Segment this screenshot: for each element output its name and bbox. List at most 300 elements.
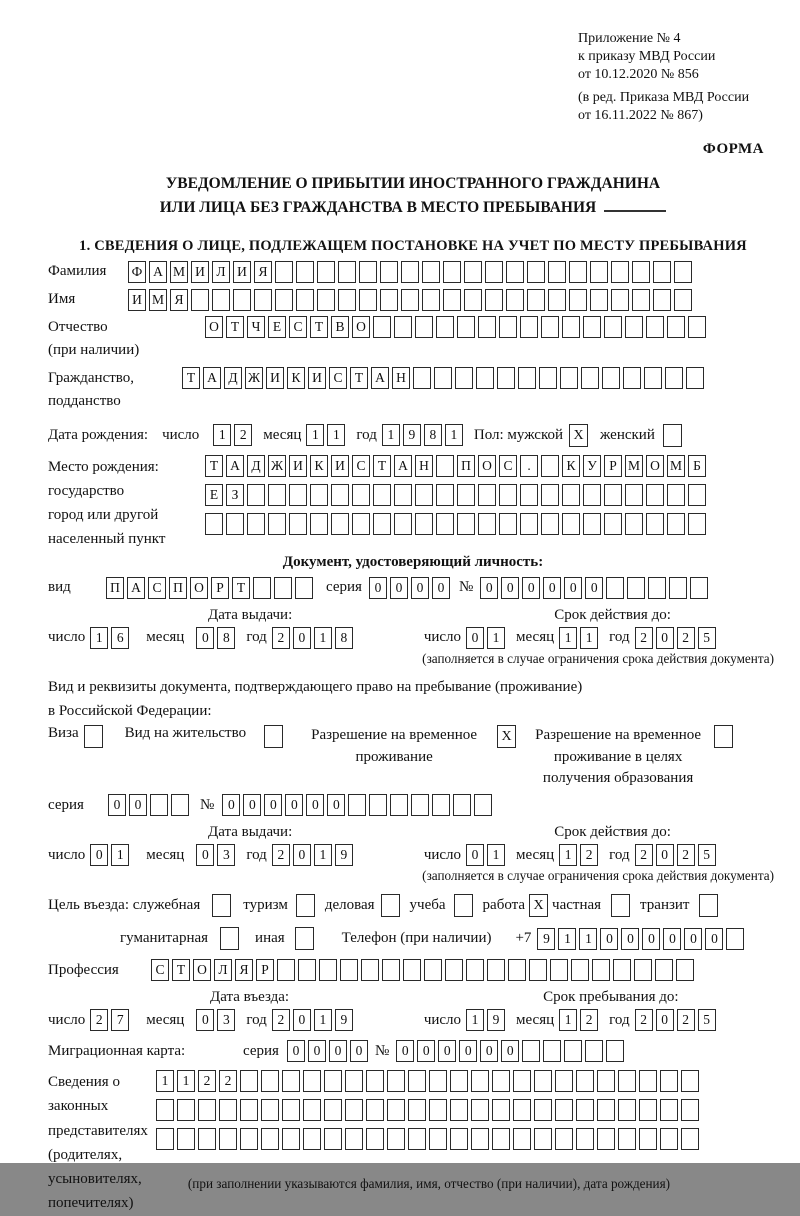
char-box[interactable] [450,1099,468,1121]
char-box[interactable]: 5 [698,627,716,649]
char-box[interactable]: Л [212,261,230,283]
char-box[interactable] [373,316,391,338]
char-box[interactable] [282,1070,300,1092]
char-box[interactable]: 0 [656,627,674,649]
char-box[interactable] [590,261,608,283]
char-box[interactable]: 1 [111,844,129,866]
char-box[interactable] [464,289,482,311]
char-box[interactable] [602,367,620,389]
char-box[interactable] [592,959,610,981]
char-box[interactable] [387,1128,405,1150]
profession-input[interactable] [151,959,697,981]
char-box[interactable]: 0 [656,1009,674,1031]
char-box[interactable] [156,1099,174,1121]
char-box[interactable] [478,513,496,535]
char-box[interactable]: О [193,959,211,981]
char-box[interactable] [289,484,307,506]
doc-number-input[interactable] [480,577,711,599]
char-box[interactable] [387,1070,405,1092]
char-box[interactable]: 0 [417,1040,435,1062]
char-box[interactable]: Т [182,367,200,389]
char-box[interactable] [534,1128,552,1150]
char-box[interactable]: 1 [213,424,231,446]
char-box[interactable] [324,1099,342,1121]
char-box[interactable]: 2 [198,1070,216,1092]
permit-series-input[interactable] [108,794,192,816]
char-box[interactable] [639,1070,657,1092]
char-box[interactable]: 0 [480,577,498,599]
char-box[interactable]: 0 [396,1040,414,1062]
birth-day-input[interactable] [213,424,255,446]
char-box[interactable] [644,367,662,389]
char-box[interactable]: 0 [196,844,214,866]
char-box[interactable] [541,455,559,477]
char-box[interactable]: 0 [327,794,345,816]
representatives-row1-input[interactable] [156,1070,702,1092]
char-box[interactable]: 7 [111,1009,129,1031]
char-box[interactable] [550,959,568,981]
char-box[interactable] [660,1128,678,1150]
char-box[interactable] [625,484,643,506]
permit-number-input[interactable] [222,794,495,816]
id-issue-year-input[interactable] [272,627,356,649]
char-box[interactable]: 5 [698,1009,716,1031]
char-box[interactable] [485,261,503,283]
char-box[interactable] [688,316,706,338]
doc-series-input[interactable] [369,577,453,599]
char-box[interactable] [520,513,538,535]
char-box[interactable] [581,367,599,389]
permit-issue-day-input[interactable] [90,844,132,866]
char-box[interactable]: 9 [335,844,353,866]
char-box[interactable]: 3 [217,1009,235,1031]
char-box[interactable] [688,513,706,535]
char-box[interactable] [618,1070,636,1092]
char-box[interactable]: И [289,455,307,477]
char-box[interactable] [618,1128,636,1150]
char-box[interactable] [674,289,692,311]
char-box[interactable] [506,261,524,283]
char-box[interactable] [411,794,429,816]
char-box[interactable] [240,1070,258,1092]
char-box[interactable] [674,261,692,283]
char-box[interactable] [348,794,366,816]
char-box[interactable] [450,1128,468,1150]
char-box[interactable] [429,1099,447,1121]
char-box[interactable] [380,289,398,311]
char-box[interactable]: 0 [600,928,618,950]
char-box[interactable] [394,316,412,338]
char-box[interactable]: 8 [424,424,442,446]
char-box[interactable] [653,261,671,283]
char-box[interactable]: 1 [558,928,576,950]
char-box[interactable]: Н [415,455,433,477]
phone-input[interactable] [537,928,747,950]
char-box[interactable]: Т [310,316,328,338]
char-box[interactable] [254,289,272,311]
char-box[interactable] [604,484,622,506]
char-box[interactable]: К [310,455,328,477]
char-box[interactable] [303,1128,321,1150]
char-box[interactable] [527,289,545,311]
char-box[interactable] [191,289,209,311]
char-box[interactable] [597,1128,615,1150]
char-box[interactable] [466,959,484,981]
char-box[interactable]: 1 [177,1070,195,1092]
char-box[interactable]: 0 [459,1040,477,1062]
char-box[interactable] [282,1128,300,1150]
char-box[interactable]: 2 [272,1009,290,1031]
char-box[interactable]: 9 [537,928,555,950]
char-box[interactable]: Р [256,959,274,981]
char-box[interactable]: 1 [487,844,505,866]
purpose-study-checkbox[interactable] [454,894,473,917]
char-box[interactable] [676,959,694,981]
char-box[interactable] [359,289,377,311]
char-box[interactable] [436,513,454,535]
char-box[interactable] [508,959,526,981]
char-box[interactable] [541,513,559,535]
char-box[interactable] [646,484,664,506]
char-box[interactable]: 1 [314,844,332,866]
char-box[interactable] [352,513,370,535]
char-box[interactable] [415,484,433,506]
permit-expiry-month-input[interactable] [559,844,601,866]
char-box[interactable]: 9 [403,424,421,446]
char-box[interactable] [436,484,454,506]
char-box[interactable] [492,1128,510,1150]
char-box[interactable] [233,289,251,311]
char-box[interactable] [583,513,601,535]
char-box[interactable] [380,261,398,283]
permit-expiry-day-input[interactable] [466,844,508,866]
purpose-official-checkbox[interactable] [212,894,231,917]
char-box[interactable] [212,289,230,311]
char-box[interactable] [569,261,587,283]
char-box[interactable]: О [190,577,208,599]
id-expiry-day-input[interactable] [466,627,508,649]
temp-residence-checkbox[interactable]: X [497,725,516,748]
char-box[interactable] [487,959,505,981]
char-box[interactable] [555,1070,573,1092]
id-issue-month-input[interactable] [196,627,238,649]
char-box[interactable] [522,1040,540,1062]
char-box[interactable] [424,959,442,981]
char-box[interactable] [478,484,496,506]
char-box[interactable] [359,261,377,283]
char-box[interactable] [583,316,601,338]
char-box[interactable] [432,794,450,816]
char-box[interactable] [331,484,349,506]
char-box[interactable]: 0 [350,1040,368,1062]
char-box[interactable]: 2 [580,1009,598,1031]
char-box[interactable] [171,794,189,816]
char-box[interactable]: 0 [564,577,582,599]
char-box[interactable] [310,484,328,506]
visa-checkbox[interactable] [84,725,103,748]
char-box[interactable]: 0 [466,844,484,866]
char-box[interactable]: 0 [642,928,660,950]
purpose-humanitarian-checkbox[interactable] [220,927,239,950]
char-box[interactable] [660,1070,678,1092]
char-box[interactable] [583,484,601,506]
char-box[interactable]: 0 [306,794,324,816]
char-box[interactable]: П [106,577,124,599]
char-box[interactable] [457,513,475,535]
char-box[interactable] [345,1099,363,1121]
char-box[interactable] [282,1099,300,1121]
char-box[interactable]: 1 [559,627,577,649]
char-box[interactable]: И [233,261,251,283]
char-box[interactable]: 0 [522,577,540,599]
char-box[interactable]: 0 [129,794,147,816]
char-box[interactable] [338,289,356,311]
char-box[interactable] [317,261,335,283]
char-box[interactable] [625,513,643,535]
char-box[interactable] [690,577,708,599]
char-box[interactable] [408,1070,426,1092]
char-box[interactable]: 0 [90,844,108,866]
char-box[interactable] [382,959,400,981]
migration-series-input[interactable] [287,1040,371,1062]
char-box[interactable]: С [289,316,307,338]
char-box[interactable] [434,367,452,389]
char-box[interactable]: М [625,455,643,477]
char-box[interactable] [639,1128,657,1150]
char-box[interactable]: 0 [243,794,261,816]
char-box[interactable] [548,261,566,283]
char-box[interactable]: Р [604,455,622,477]
char-box[interactable] [373,484,391,506]
char-box[interactable] [317,289,335,311]
char-box[interactable]: З [226,484,244,506]
char-box[interactable]: 0 [543,577,561,599]
char-box[interactable]: Т [172,959,190,981]
char-box[interactable] [585,1040,603,1062]
char-box[interactable] [474,794,492,816]
char-box[interactable] [226,513,244,535]
char-box[interactable] [569,289,587,311]
char-box[interactable] [648,577,666,599]
char-box[interactable] [606,1040,624,1062]
char-box[interactable]: С [499,455,517,477]
char-box[interactable] [627,577,645,599]
char-box[interactable] [527,261,545,283]
char-box[interactable]: Е [268,316,286,338]
char-box[interactable]: О [205,316,223,338]
char-box[interactable]: Р [211,577,229,599]
char-box[interactable]: И [191,261,209,283]
char-box[interactable]: 1 [314,627,332,649]
char-box[interactable]: 2 [677,1009,695,1031]
purpose-business-checkbox[interactable] [381,894,400,917]
char-box[interactable]: 9 [487,1009,505,1031]
char-box[interactable]: Т [350,367,368,389]
char-box[interactable] [413,367,431,389]
char-box[interactable]: О [646,455,664,477]
char-box[interactable] [457,484,475,506]
given-name-input[interactable] [128,289,695,311]
doc-type-input[interactable] [106,577,316,599]
char-box[interactable]: 0 [196,627,214,649]
birthplace-row2-input[interactable] [205,484,709,506]
char-box[interactable] [198,1099,216,1121]
char-box[interactable]: 0 [501,577,519,599]
char-box[interactable] [268,513,286,535]
birth-year-input[interactable] [382,424,466,446]
char-box[interactable] [665,367,683,389]
stay-year-input[interactable] [635,1009,719,1031]
char-box[interactable] [667,513,685,535]
char-box[interactable]: 0 [196,1009,214,1031]
char-box[interactable] [667,484,685,506]
char-box[interactable] [597,1099,615,1121]
char-box[interactable] [726,928,744,950]
char-box[interactable] [429,1128,447,1150]
char-box[interactable]: М [170,261,188,283]
char-box[interactable]: Я [170,289,188,311]
char-box[interactable]: 2 [677,844,695,866]
char-box[interactable] [623,367,641,389]
char-box[interactable]: И [331,455,349,477]
char-box[interactable]: П [169,577,187,599]
char-box[interactable] [443,261,461,283]
char-box[interactable]: 0 [293,1009,311,1031]
char-box[interactable] [331,513,349,535]
char-box[interactable]: Б [688,455,706,477]
char-box[interactable] [247,484,265,506]
char-box[interactable] [422,261,440,283]
char-box[interactable]: 2 [635,844,653,866]
char-box[interactable]: Д [247,455,265,477]
char-box[interactable] [562,484,580,506]
char-box[interactable] [275,261,293,283]
char-box[interactable]: 8 [335,627,353,649]
char-box[interactable] [261,1070,279,1092]
char-box[interactable]: О [352,316,370,338]
char-box[interactable] [646,513,664,535]
temp-residence-education-checkbox[interactable] [714,725,733,748]
char-box[interactable] [319,959,337,981]
purpose-transit-checkbox[interactable] [699,894,718,917]
char-box[interactable] [534,1099,552,1121]
char-box[interactable] [534,1070,552,1092]
char-box[interactable] [401,289,419,311]
char-box[interactable] [275,289,293,311]
char-box[interactable] [277,959,295,981]
char-box[interactable] [177,1128,195,1150]
char-box[interactable]: Е [205,484,223,506]
char-box[interactable] [429,1070,447,1092]
char-box[interactable] [436,316,454,338]
char-box[interactable] [408,1128,426,1150]
char-box[interactable]: Н [392,367,410,389]
char-box[interactable]: 1 [579,928,597,950]
char-box[interactable] [177,1099,195,1121]
char-box[interactable] [548,289,566,311]
char-box[interactable]: О [478,455,496,477]
stay-month-input[interactable] [559,1009,601,1031]
char-box[interactable]: Ж [245,367,263,389]
char-box[interactable] [345,1128,363,1150]
char-box[interactable] [632,261,650,283]
char-box[interactable]: 2 [272,844,290,866]
char-box[interactable] [422,289,440,311]
char-box[interactable] [324,1070,342,1092]
char-box[interactable]: 0 [705,928,723,950]
birth-month-input[interactable] [306,424,348,446]
char-box[interactable] [390,794,408,816]
char-box[interactable] [639,1099,657,1121]
char-box[interactable]: 0 [293,627,311,649]
char-box[interactable] [618,1099,636,1121]
purpose-tourism-checkbox[interactable] [296,894,315,917]
char-box[interactable] [298,959,316,981]
char-box[interactable]: 2 [580,844,598,866]
char-box[interactable] [205,513,223,535]
char-box[interactable] [361,959,379,981]
char-box[interactable] [457,316,475,338]
char-box[interactable] [261,1099,279,1121]
char-box[interactable]: Я [254,261,272,283]
char-box[interactable] [268,484,286,506]
char-box[interactable]: С [151,959,169,981]
char-box[interactable]: 3 [217,844,235,866]
char-box[interactable]: У [583,455,601,477]
char-box[interactable]: 0 [684,928,702,950]
char-box[interactable] [415,513,433,535]
char-box[interactable] [571,959,589,981]
char-box[interactable] [564,1040,582,1062]
citizenship-input[interactable] [182,367,707,389]
char-box[interactable] [529,959,547,981]
char-box[interactable] [253,577,271,599]
char-box[interactable] [310,513,328,535]
char-box[interactable]: 1 [487,627,505,649]
char-box[interactable]: 0 [585,577,603,599]
char-box[interactable]: 5 [698,844,716,866]
char-box[interactable]: 0 [656,844,674,866]
char-box[interactable]: 0 [390,577,408,599]
char-box[interactable]: 0 [264,794,282,816]
char-box[interactable] [667,316,685,338]
char-box[interactable] [394,484,412,506]
char-box[interactable] [576,1128,594,1150]
char-box[interactable] [562,513,580,535]
char-box[interactable] [289,513,307,535]
char-box[interactable] [541,316,559,338]
permit-expiry-year-input[interactable] [635,844,719,866]
char-box[interactable]: 0 [438,1040,456,1062]
char-box[interactable] [303,1070,321,1092]
representatives-row2-input[interactable] [156,1099,702,1121]
char-box[interactable]: М [667,455,685,477]
char-box[interactable]: 1 [580,627,598,649]
char-box[interactable] [520,316,538,338]
char-box[interactable] [625,316,643,338]
char-box[interactable]: И [266,367,284,389]
char-box[interactable] [492,1099,510,1121]
char-box[interactable] [453,794,471,816]
char-box[interactable] [324,1128,342,1150]
char-box[interactable]: С [148,577,166,599]
char-box[interactable] [539,367,557,389]
char-box[interactable] [681,1099,699,1121]
char-box[interactable]: 0 [293,844,311,866]
char-box[interactable] [408,1099,426,1121]
char-box[interactable] [606,577,624,599]
char-box[interactable]: 1 [559,1009,577,1031]
